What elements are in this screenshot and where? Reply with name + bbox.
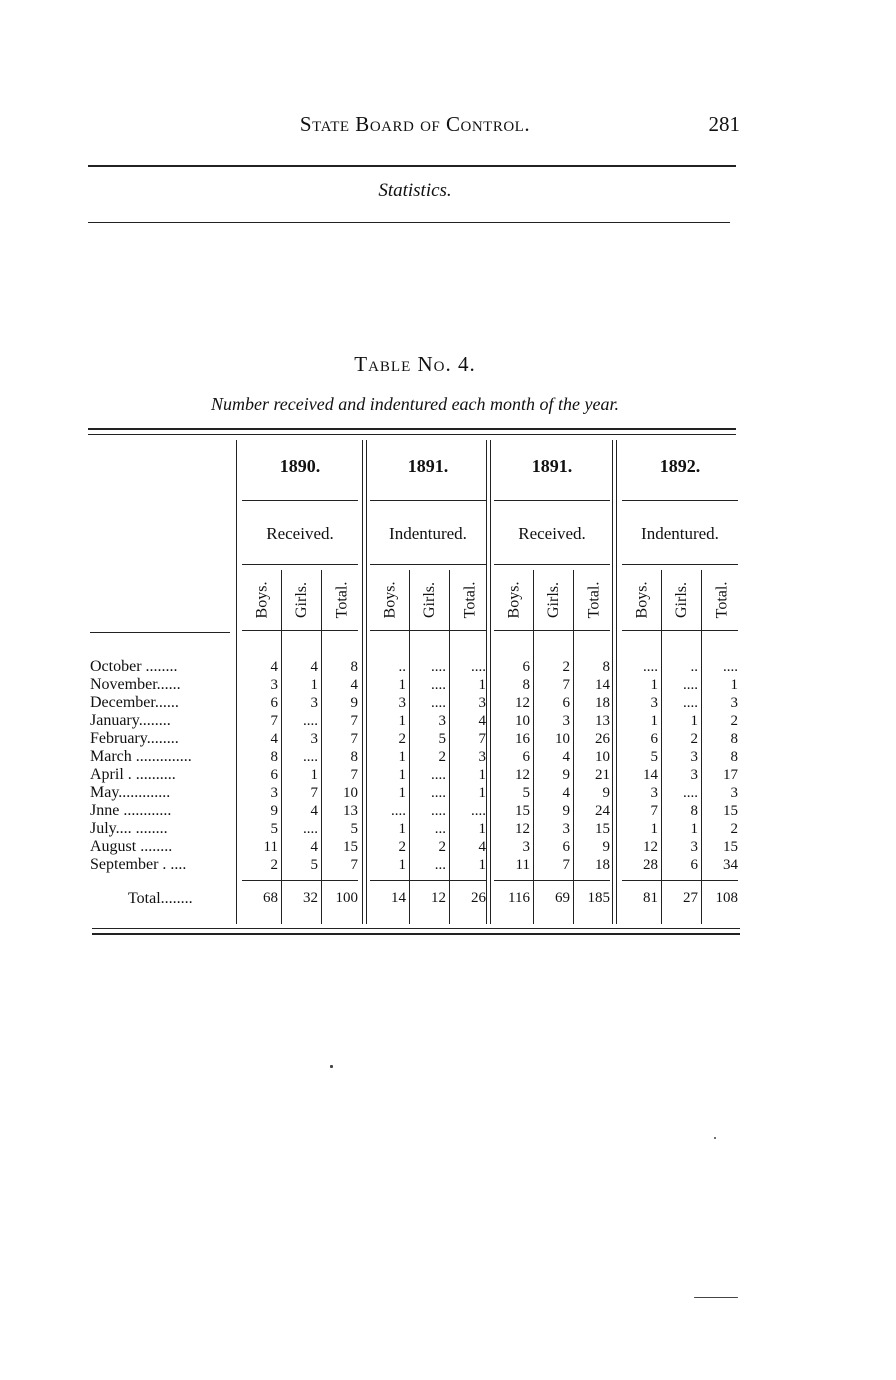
total-rule — [494, 880, 610, 881]
subhead-rule — [622, 564, 738, 565]
column-divider — [573, 570, 574, 924]
column-header — [412, 572, 448, 628]
total-cell: 26 — [471, 890, 486, 906]
column-header — [704, 572, 740, 628]
column-header — [624, 572, 660, 628]
table-cell: 4 — [562, 785, 570, 801]
table-cell: 7 — [350, 731, 358, 747]
page-speck — [694, 1297, 738, 1298]
table-cell: 21 — [595, 767, 610, 783]
group-divider — [616, 440, 617, 924]
table-cell: 3 — [562, 713, 570, 729]
table-cell: 3 — [730, 695, 738, 711]
table-cell: 3 — [478, 695, 486, 711]
table-cell: 15 — [723, 803, 738, 819]
table-cell: 1 — [398, 713, 406, 729]
subhead-rule — [242, 564, 358, 565]
table-cell: 1 — [478, 677, 486, 693]
table-cell: .... — [303, 821, 318, 837]
table-cell: 4 — [478, 839, 486, 855]
table-cell: 12 — [643, 839, 658, 855]
table-cell: 14 — [595, 677, 610, 693]
table-cell: 5 — [310, 857, 318, 873]
total-cell: 116 — [508, 890, 530, 906]
table-cell: 4 — [350, 677, 358, 693]
table-cell: 7 — [350, 767, 358, 783]
table-cell: 3 — [310, 731, 318, 747]
table-cell: 3 — [270, 677, 278, 693]
column-header-rule — [494, 630, 610, 631]
month-label: March .............. — [90, 748, 192, 765]
table-cell: 8 — [270, 749, 278, 765]
table-cell: .... — [683, 785, 698, 801]
table-cell: 17 — [723, 767, 738, 783]
table-cell: 1 — [478, 857, 486, 873]
table-cell: 13 — [595, 713, 610, 729]
table-cell: 6 — [270, 695, 278, 711]
table-cell: 12 — [515, 695, 530, 711]
table-cell: 2 — [562, 659, 570, 675]
table-cell: 3 — [690, 839, 698, 855]
column-header — [576, 572, 612, 628]
table-cell: .... — [303, 749, 318, 765]
table-cell: 3 — [478, 749, 486, 765]
group-divider — [236, 440, 237, 924]
group-divider — [490, 440, 491, 924]
table-cell: 7 — [270, 713, 278, 729]
column-header-label: Boys. — [381, 581, 398, 619]
month-label: May............. — [90, 784, 171, 801]
table-title: Table No. 4. — [354, 352, 476, 376]
table-cell: 5 — [270, 821, 278, 837]
table-cell: 9 — [562, 803, 570, 819]
month-label: August ........ — [90, 838, 173, 855]
table-cell: 3 — [270, 785, 278, 801]
table-cell: 5 — [650, 749, 658, 765]
total-cell: 12 — [431, 890, 446, 906]
table-cell: 8 — [730, 749, 738, 765]
month-label: January........ — [90, 712, 171, 729]
table-cell: 26 — [595, 731, 610, 747]
total-cell: 69 — [555, 890, 570, 906]
table-cell: 6 — [650, 731, 658, 747]
group-subheading: Indentured. — [389, 524, 467, 543]
column-header — [284, 572, 320, 628]
table-cell: .... — [431, 803, 446, 819]
table-cell: 1 — [398, 857, 406, 873]
column-divider — [281, 570, 282, 924]
table-cell: .... — [431, 695, 446, 711]
table-cell: 3 — [730, 785, 738, 801]
table-cell: .... — [431, 677, 446, 693]
table-cell: 4 — [310, 659, 318, 675]
table-cell: 9 — [562, 767, 570, 783]
table-cell: .... — [723, 659, 738, 675]
column-header-rule — [370, 630, 486, 631]
table-cell: 7 — [350, 857, 358, 873]
table-cell: 1 — [310, 677, 318, 693]
table-caption: Number received and indentured each month of the year. — [210, 394, 620, 414]
table-cell: 2 — [438, 749, 446, 765]
table-cell: 9 — [350, 695, 358, 711]
table-cell: 6 — [522, 659, 530, 675]
table-cell: 8 — [730, 731, 738, 747]
subhead-rule — [370, 564, 486, 565]
month-label: Jnne ............ — [90, 802, 172, 819]
table-cell: 14 — [643, 767, 658, 783]
table-cell: 24 — [595, 803, 610, 819]
table-cell: 6 — [562, 695, 570, 711]
year-rule — [242, 500, 358, 501]
table-cell: 4 — [270, 659, 278, 675]
table-cell: 1 — [650, 821, 658, 837]
total-cell: 14 — [391, 890, 406, 906]
stub-rule — [90, 632, 230, 633]
table-cell: 3 — [562, 821, 570, 837]
table-cell: .... — [431, 659, 446, 675]
group-divider — [612, 440, 613, 924]
table-cell: 4 — [310, 803, 318, 819]
subhead-rule — [494, 564, 610, 565]
total-cell: 108 — [715, 890, 738, 906]
table-bottom-rule — [92, 928, 740, 929]
header-rule — [88, 165, 736, 167]
group-subheading: Indentured. — [641, 524, 719, 543]
table-cell: 2 — [398, 731, 406, 747]
year-heading: 1891. — [531, 456, 573, 476]
year-rule — [622, 500, 738, 501]
table-cell: 9 — [602, 785, 610, 801]
total-cell: 100 — [335, 890, 358, 906]
table-cell: 8 — [350, 749, 358, 765]
table-cell: 7 — [478, 731, 486, 747]
table-cell: 8 — [350, 659, 358, 675]
table-cell: 1 — [398, 767, 406, 783]
table-cell: 1 — [730, 677, 738, 693]
table-cell: 3 — [690, 749, 698, 765]
column-header-label: Girls. — [545, 582, 562, 618]
table-cell: 4 — [270, 731, 278, 747]
table-cell: 1 — [478, 821, 486, 837]
column-header-rule — [622, 630, 738, 631]
year-rule — [370, 500, 486, 501]
page-speck — [714, 1137, 716, 1139]
table-cell: 7 — [350, 713, 358, 729]
table-cell: 7 — [650, 803, 658, 819]
table-bottom-rule — [92, 933, 740, 935]
column-divider — [321, 570, 322, 924]
group-divider — [366, 440, 367, 924]
table-cell: 18 — [595, 857, 610, 873]
table-cell: 1 — [398, 821, 406, 837]
table-cell: 3 — [522, 839, 530, 855]
column-header — [536, 572, 572, 628]
table-cell: 1 — [310, 767, 318, 783]
column-header-label: Girls. — [421, 582, 438, 618]
table-cell: 4 — [562, 749, 570, 765]
column-header — [244, 572, 280, 628]
table-cell: 5 — [438, 731, 446, 747]
column-header — [452, 572, 488, 628]
table-cell: 9 — [270, 803, 278, 819]
table-cell: 6 — [690, 857, 698, 873]
table-cell: 4 — [310, 839, 318, 855]
total-rule — [622, 880, 738, 881]
column-divider — [533, 570, 534, 924]
month-label: February........ — [90, 730, 179, 747]
table-cell: .... — [683, 695, 698, 711]
table-cell: 10 — [343, 785, 358, 801]
column-header — [324, 572, 360, 628]
column-header-label: Total. — [333, 581, 350, 619]
table-cell: 6 — [562, 839, 570, 855]
column-header-label: Total. — [585, 581, 602, 619]
column-header-label: Boys. — [505, 581, 522, 619]
table-cell: 12 — [515, 821, 530, 837]
month-label: July.... ........ — [90, 820, 168, 837]
page-speck — [330, 1065, 333, 1068]
group-subheading: Received. — [266, 524, 334, 543]
table-cell: 10 — [555, 731, 570, 747]
table-cell: 2 — [730, 713, 738, 729]
column-divider — [449, 570, 450, 924]
table-cell: 11 — [263, 839, 278, 855]
table-top-rule — [88, 428, 736, 430]
group-divider — [486, 440, 487, 924]
total-cell: 185 — [587, 890, 610, 906]
total-cell: 27 — [683, 890, 698, 906]
table-cell: .... — [643, 659, 658, 675]
table-cell: 1 — [478, 767, 486, 783]
total-rule — [242, 880, 358, 881]
column-header-label: Boys. — [633, 581, 650, 619]
page-number: 281 — [708, 112, 740, 136]
table-cell: 2 — [690, 731, 698, 747]
group-subheading: Received. — [518, 524, 586, 543]
table-cell: 7 — [310, 785, 318, 801]
table-cell: 2 — [398, 839, 406, 855]
table-cell: 7 — [562, 857, 570, 873]
table-cell: 4 — [478, 713, 486, 729]
table-cell: 15 — [343, 839, 358, 855]
table-cell: 34 — [723, 857, 738, 873]
table-cell: 10 — [595, 749, 610, 765]
table-cell: 3 — [438, 713, 446, 729]
year-heading: 1891. — [407, 456, 449, 476]
table-cell: .... — [391, 803, 406, 819]
column-divider — [409, 570, 410, 924]
table-cell: .... — [431, 767, 446, 783]
table-cell: 12 — [515, 767, 530, 783]
group-divider — [362, 440, 363, 924]
table-cell: 8 — [602, 659, 610, 675]
year-heading: 1890. — [279, 456, 321, 476]
table-cell: 11 — [515, 857, 530, 873]
table-cell: 13 — [343, 803, 358, 819]
column-divider — [661, 570, 662, 924]
table-cell: 3 — [398, 695, 406, 711]
table-cell: 5 — [350, 821, 358, 837]
column-header — [372, 572, 408, 628]
table-cell: 1 — [650, 713, 658, 729]
table-cell: 3 — [310, 695, 318, 711]
running-header — [90, 112, 740, 142]
total-cell: 68 — [263, 890, 278, 906]
table-cell: .... — [683, 677, 698, 693]
month-label: April . .......... — [90, 766, 176, 783]
table-cell: .. — [690, 659, 698, 675]
table-cell: 15 — [515, 803, 530, 819]
table-cell: 2 — [270, 857, 278, 873]
year-rule — [494, 500, 610, 501]
running-title: State Board of Control. — [299, 112, 531, 136]
table-cell: 7 — [562, 677, 570, 693]
month-label: October ........ — [90, 658, 178, 675]
table-cell: 1 — [690, 821, 698, 837]
table-cell: .. — [398, 659, 406, 675]
table-cell: 1 — [398, 749, 406, 765]
table-cell: 1 — [650, 677, 658, 693]
table-cell: 28 — [643, 857, 658, 873]
month-label: November...... — [90, 676, 181, 693]
section-title: Statistics. — [378, 180, 452, 201]
column-header — [496, 572, 532, 628]
table-cell: 5 — [522, 785, 530, 801]
table-cell: 1 — [690, 713, 698, 729]
column-header-label: Boys. — [253, 581, 270, 619]
month-label: December...... — [90, 694, 179, 711]
table-cell: 8 — [522, 677, 530, 693]
table-cell: 6 — [270, 767, 278, 783]
total-cell: 81 — [643, 890, 658, 906]
table-cell: 15 — [723, 839, 738, 855]
year-heading: 1892. — [659, 456, 701, 476]
column-header-label: Total. — [461, 581, 478, 619]
table-cell: .... — [471, 803, 486, 819]
total-cell: 32 — [303, 890, 318, 906]
table-cell: ... — [434, 857, 446, 873]
table-cell: 1 — [478, 785, 486, 801]
table-top-rule — [88, 434, 736, 435]
month-label: September . .... — [90, 856, 187, 873]
table-cell: .... — [303, 713, 318, 729]
table-cell: 3 — [650, 785, 658, 801]
table-cell: .... — [431, 785, 446, 801]
column-header-label: Girls. — [673, 582, 690, 618]
table-cell: .... — [471, 659, 486, 675]
column-header-label: Total. — [713, 581, 730, 619]
table-cell: 10 — [515, 713, 530, 729]
table-cell: 18 — [595, 695, 610, 711]
column-header — [664, 572, 700, 628]
table-cell: ... — [434, 821, 446, 837]
table-cell: 2 — [730, 821, 738, 837]
table-cell: 6 — [522, 749, 530, 765]
total-label: Total........ — [128, 890, 193, 907]
table-cell: 3 — [650, 695, 658, 711]
table-cell: 16 — [515, 731, 530, 747]
table-cell: 15 — [595, 821, 610, 837]
table-cell: 2 — [438, 839, 446, 855]
column-header-rule — [242, 630, 358, 631]
column-divider — [701, 570, 702, 924]
table-cell: 1 — [398, 677, 406, 693]
table-cell: 1 — [398, 785, 406, 801]
table-cell: 3 — [690, 767, 698, 783]
column-header-label: Girls. — [293, 582, 310, 618]
table-cell: 8 — [690, 803, 698, 819]
table-cell: 9 — [602, 839, 610, 855]
total-rule — [370, 880, 486, 881]
section-rule — [88, 222, 730, 223]
